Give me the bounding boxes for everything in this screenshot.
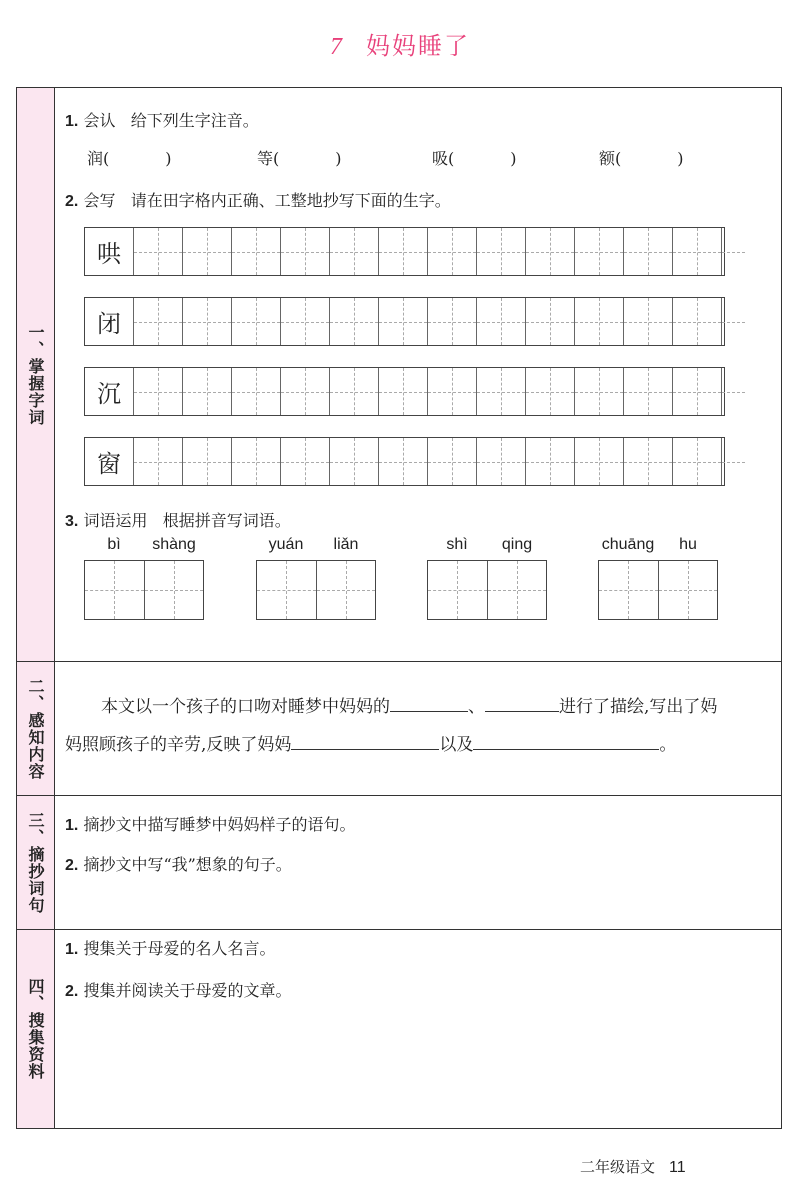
- practice-cell[interactable]: [378, 438, 427, 485]
- answer-blank[interactable]: [485, 693, 559, 712]
- lesson-number: 7: [330, 34, 344, 60]
- paragraph-text: 、: [468, 697, 485, 717]
- model-character: 闭: [97, 310, 121, 338]
- pinyin-syllable: qing: [501, 536, 533, 553]
- question-1: [65, 936, 275, 959]
- practice-cell[interactable]: [280, 368, 329, 415]
- section-content: [65, 662, 781, 795]
- writing-grid-row[interactable]: [84, 297, 725, 346]
- practice-cell[interactable]: [476, 298, 525, 345]
- word-writing-box[interactable]: [84, 560, 204, 620]
- question-number: 2.: [65, 983, 79, 1000]
- practice-cell[interactable]: [476, 368, 525, 415]
- writing-grid-row[interactable]: [84, 227, 725, 276]
- pinyin-syllable: shàng: [152, 536, 196, 553]
- question-text: 搜集关于母爱的名人名言。: [83, 939, 276, 958]
- question-3: [65, 508, 291, 531]
- practice-cell[interactable]: [574, 368, 623, 415]
- practice-cell[interactable]: [574, 298, 623, 345]
- page-footer: [580, 1156, 686, 1177]
- practice-cell[interactable]: [329, 228, 378, 275]
- question-number: 2.: [65, 857, 79, 874]
- question-head: 会认: [83, 111, 116, 130]
- practice-cell[interactable]: [672, 298, 721, 345]
- paragraph-text: 以及: [439, 735, 474, 755]
- practice-cell[interactable]: [329, 438, 378, 485]
- practice-cell[interactable]: [378, 368, 427, 415]
- practice-cell-partial[interactable]: [721, 368, 745, 415]
- writing-grid-row[interactable]: [84, 367, 725, 416]
- question-instruction: 根据拼音写词语。: [162, 511, 291, 530]
- section-label: 四、搜集资料: [26, 978, 45, 1080]
- section-content: [65, 930, 781, 1128]
- section-label: 一、掌握字词: [26, 323, 45, 426]
- pinyin-item[interactable]: 额( ): [599, 149, 684, 168]
- pinyin-syllable: chuāng: [601, 536, 655, 553]
- question-instruction: 请在田字格内正确、工整地抄写下面的生字。: [130, 191, 451, 210]
- practice-cell[interactable]: [378, 228, 427, 275]
- practice-cell[interactable]: [623, 298, 672, 345]
- paragraph-text: 。: [659, 735, 677, 755]
- writing-grid-row[interactable]: [84, 437, 725, 486]
- paragraph-text: 妈照顾孩子的辛劳,反映了妈妈: [65, 735, 292, 755]
- section-excerpts: [17, 796, 781, 930]
- practice-cell-partial[interactable]: [721, 228, 745, 275]
- section-label: 三、摘抄词句: [26, 811, 45, 914]
- question-text: 摘抄文中写“我”想象的句子。: [83, 855, 292, 874]
- question-1: [65, 812, 355, 835]
- pinyin-row: [87, 146, 737, 168]
- model-character: 哄: [97, 240, 121, 268]
- practice-cell[interactable]: [182, 438, 231, 485]
- question-number: 1.: [65, 817, 79, 834]
- practice-cell[interactable]: [329, 298, 378, 345]
- question-number: 3.: [65, 513, 79, 530]
- question-1: [65, 108, 259, 131]
- practice-cell[interactable]: [574, 438, 623, 485]
- practice-cell[interactable]: [525, 228, 574, 275]
- footer-text: 二年级语文: [580, 1158, 656, 1176]
- practice-cell[interactable]: [623, 438, 672, 485]
- answer-blank[interactable]: [473, 731, 659, 750]
- practice-cell[interactable]: [427, 228, 476, 275]
- word-writing-box[interactable]: [598, 560, 718, 620]
- answer-blank[interactable]: [390, 693, 468, 712]
- page-title: [0, 26, 800, 61]
- section-label-box: [17, 796, 55, 929]
- page-number: 11: [669, 1159, 686, 1176]
- model-character: 沉: [97, 380, 121, 408]
- question-text: 搜集并阅读关于母爱的文章。: [83, 981, 292, 1000]
- practice-cell[interactable]: [133, 298, 182, 345]
- section-label-box: [17, 930, 55, 1128]
- pinyin-item[interactable]: 润( ): [87, 149, 172, 168]
- practice-cell[interactable]: [574, 228, 623, 275]
- pinyin-syllable: hu: [679, 536, 697, 553]
- practice-cell[interactable]: [133, 438, 182, 485]
- worksheet-frame: [16, 87, 782, 1129]
- practice-cell[interactable]: [427, 368, 476, 415]
- practice-cell[interactable]: [329, 368, 378, 415]
- practice-cell[interactable]: [427, 438, 476, 485]
- lesson-title: 妈妈睡了: [366, 32, 470, 60]
- question-2: [65, 188, 451, 211]
- question-number: 2.: [65, 193, 79, 210]
- answer-blank[interactable]: [291, 731, 439, 750]
- practice-cell-partial[interactable]: [721, 298, 745, 345]
- practice-cell[interactable]: [672, 368, 721, 415]
- practice-cell[interactable]: [280, 228, 329, 275]
- practice-cell[interactable]: [525, 438, 574, 485]
- word-writing-box[interactable]: [427, 560, 547, 620]
- pinyin-syllable: shì: [446, 536, 468, 553]
- model-character: 窗: [97, 450, 121, 478]
- practice-cell[interactable]: [525, 298, 574, 345]
- practice-cell[interactable]: [231, 228, 280, 275]
- question-instruction: 给下列生字注音。: [130, 111, 259, 130]
- practice-cell[interactable]: [623, 368, 672, 415]
- practice-cell-partial[interactable]: [721, 438, 745, 485]
- practice-cell[interactable]: [476, 228, 525, 275]
- practice-cell[interactable]: [231, 438, 280, 485]
- question-2: [65, 852, 292, 875]
- section-label: 二、感知内容: [26, 677, 45, 780]
- practice-cell[interactable]: [623, 228, 672, 275]
- practice-cell[interactable]: [231, 368, 280, 415]
- practice-cell[interactable]: [280, 298, 329, 345]
- pinyin-syllable: liǎn: [333, 536, 359, 553]
- section-vocabulary: [17, 88, 781, 662]
- pinyin-syllable: yuán: [268, 536, 304, 553]
- question-number: 1.: [65, 113, 79, 130]
- practice-cell[interactable]: [378, 298, 427, 345]
- practice-cell[interactable]: [182, 298, 231, 345]
- practice-cell[interactable]: [525, 368, 574, 415]
- practice-cell[interactable]: [476, 438, 525, 485]
- fill-paragraph: [65, 692, 785, 722]
- question-2: [65, 978, 291, 1001]
- question-number: 1.: [65, 941, 79, 958]
- practice-cell[interactable]: [427, 298, 476, 345]
- question-text: 摘抄文中描写睡梦中妈妈样子的语句。: [83, 815, 356, 834]
- fill-paragraph: [65, 730, 785, 760]
- section-content: [65, 88, 781, 661]
- section-label-box: [17, 662, 55, 795]
- word-writing-box[interactable]: [256, 560, 376, 620]
- section-research: [17, 930, 781, 1128]
- section-content: [65, 796, 781, 929]
- practice-cell[interactable]: [182, 228, 231, 275]
- practice-cell[interactable]: [182, 368, 231, 415]
- practice-cell[interactable]: [280, 438, 329, 485]
- question-head: 会写: [83, 191, 116, 210]
- pinyin-item[interactable]: 吸( ): [432, 149, 517, 168]
- pinyin-syllable: bì: [107, 536, 121, 553]
- paragraph-text: 进行了描绘,写出了妈: [559, 697, 718, 717]
- practice-cell[interactable]: [672, 228, 721, 275]
- practice-cell[interactable]: [133, 368, 182, 415]
- practice-cell[interactable]: [672, 438, 721, 485]
- pinyin-item[interactable]: 等( ): [257, 149, 342, 168]
- practice-cell[interactable]: [133, 228, 182, 275]
- section-content-understanding: [17, 662, 781, 796]
- question-head: 词语运用: [83, 511, 148, 530]
- practice-cell[interactable]: [231, 298, 280, 345]
- paragraph-text: 本文以一个孩子的口吻对睡梦中妈妈的: [101, 697, 390, 717]
- section-label-box: [17, 88, 55, 661]
